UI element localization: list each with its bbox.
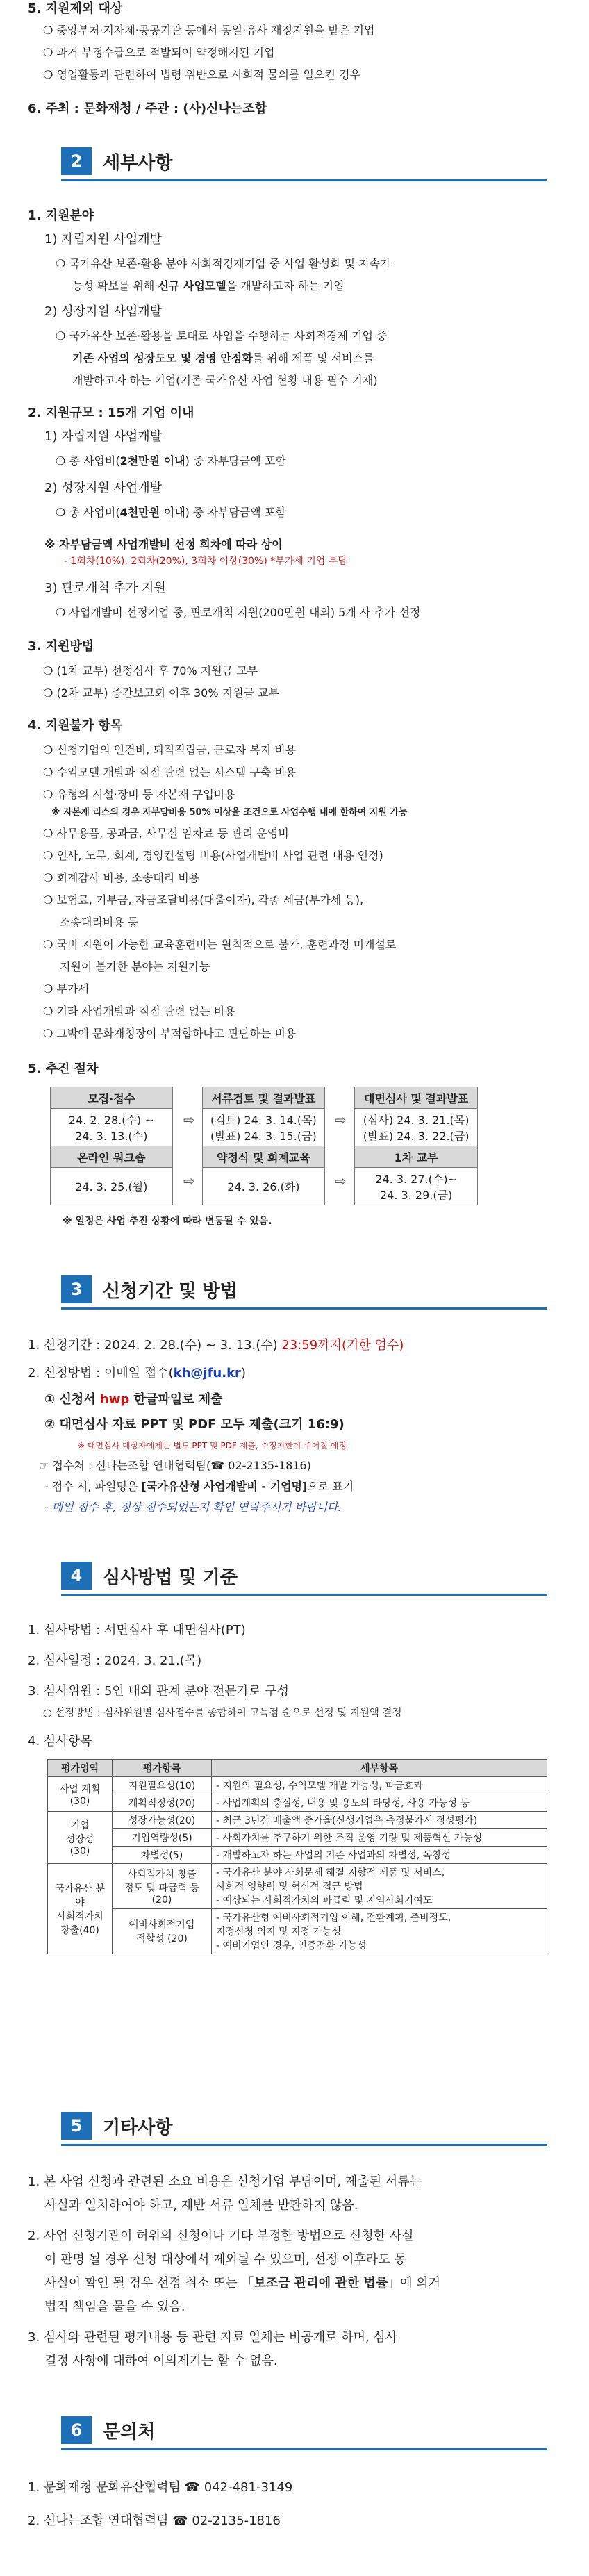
- note: ※ 자본재 리스의 경우 자부담비용 50% 이상을 조건으로 사업수행 내에 한하여 지원 가능: [51, 807, 408, 818]
- table-row: 예비사회적기업 적합성 (20) - 국가유산형 예비사회적기업 이해, 전환계획, 준비정도, 지정신청 의지 및 지정 가능성 - 예비기업인 경우, 인증전환 가능성: [48, 1909, 547, 1954]
- filename-rule: - 접수 시, 파일명은 [국가유산형 사업개발비 - 기업명]으로 표기: [44, 1480, 354, 1493]
- list-item: ❍ 보험료, 기부금, 자금조달비용(대출이자), 각종 세금(부가세 등),: [43, 893, 364, 907]
- note-sub: - 1회차(10%), 2회차(20%), 3회차 이상(30%) *부가세 기업 부담: [64, 556, 347, 567]
- list-item: ❍ 사업개발비 선정기업 중, 판로개척 지원(200만원 내외) 5개 사 추가 선정: [56, 606, 421, 619]
- subheading: 1) 자립지원 사업개발: [44, 232, 163, 247]
- list-item: ❍ 신청기업의 인건비, 퇴직적립금, 근로자 복지 비용: [43, 743, 297, 757]
- evaluation-table: [47, 1759, 547, 1954]
- apply-period: 1. 신청기간 : 2024. 2. 28.(수) ~ 3. 13.(수) 23:59까지(기한 엄수): [28, 1338, 404, 1353]
- section-number: 6: [61, 2416, 92, 2444]
- list-item: ❍ 중앙부처·지자체·공공기관 등에서 동일·유사 재정지원을 받은 기업: [43, 24, 375, 37]
- list-item-cont: 능성 확보를 위해 신규 사업모델을 개발하고자 하는 기업: [72, 279, 345, 292]
- arrow-right-icon: ⇨: [335, 1173, 347, 1189]
- table-row: 계획적정성(20) - 사업계획의 충실성, 내용 및 용도의 타당성, 사용 가능성 등: [48, 1794, 547, 1812]
- paragraph-line: 결정 사항에 대하여 이의제기는 할 수 없음.: [44, 2354, 278, 2368]
- selection-method: ○ 선정방법 : 심사위원별 심사점수를 종합하여 고득점 순으로 선정 및 지원액 결정: [43, 1708, 402, 1719]
- table-header: 평가영역: [48, 1760, 113, 1777]
- heading: 5. 추진 절차: [28, 1062, 99, 1076]
- list-item: ❍ 영업활동과 관련하여 법령 위반으로 사회적 물의를 일으킨 경우: [43, 68, 360, 81]
- heading: 4. 지원불가 항목: [28, 718, 123, 733]
- paragraph-line: 사실이 확인 될 경우 선정 취소 또는 「보조금 관리에 관한 법률」에 의거: [44, 2276, 441, 2290]
- heading-host: 6. 주최 : 문화재청 / 주관 : (사)신나는조합: [28, 101, 267, 116]
- section-divider: [61, 1594, 547, 1596]
- note: ※ 일정은 사업 추진 상황에 따라 변동될 수 있음.: [63, 1216, 272, 1227]
- section-number: 3: [61, 1275, 92, 1303]
- list-item: ❍ 국가유산 보존·활용을 토대로 사업을 수행하는 사회적경제 기업 중: [56, 329, 388, 342]
- paragraph-line: 법적 책임을 물을 수 있음.: [44, 2300, 185, 2314]
- note: ※ 자부담금액 사업개발비 선정 회차에 따라 상이: [44, 538, 283, 551]
- section-divider: [61, 2144, 547, 2146]
- section-title: 세부사항: [103, 153, 173, 174]
- list-item: ❍ 총 사업비(4천만원 이내) 중 자부담금액 포함: [56, 506, 286, 519]
- paragraph-line: 3. 심사와 관련된 평가내용 등 관련 자료 일체는 비공개로 하며, 심사: [28, 2330, 398, 2345]
- section-divider: [61, 2448, 547, 2450]
- list-item: ❍ 국가유산 보존·활용 분야 사회적경제기업 중 사업 활성화 및 지속가: [56, 257, 391, 270]
- paragraph-line: 1. 본 사업 신청과 관련된 소요 비용은 신청기업 부담이며, 제출된 서류는: [28, 2174, 422, 2189]
- confirm-note: - 메일 접수 후, 정상 접수되었는지 확인 연락주시기 바랍니다.: [44, 1501, 342, 1514]
- heading-excluded: 5. 지원제외 대상: [28, 1, 123, 16]
- table-row: 기업 성장성 (30) 성장가능성(20) - 최근 3년간 매출액 증가율(신생기업은 측정불가시 정성평가): [48, 1812, 547, 1829]
- table-header: 세부항목: [212, 1760, 547, 1777]
- table-row: 국가유산 분야 사회적가치 창출(40) 사회적가치 창출 정도 및 파급력 등 (20) - 국가유산 분야 사회문제 해결 지향적 제품 및 서비스, 사회적 영향력 및 혁신적 접근 방법 - 예상되는 사회적가치의 파급력 및 지역사회기여도: [48, 1864, 547, 1909]
- list-item: ❍ 부가세: [43, 982, 89, 996]
- process-step: 온라인 워크숍: [51, 1146, 173, 1168]
- list-item: ❍ 회계감사 비용, 소송대리 비용: [43, 871, 200, 884]
- list-item-cont: 기존 사업의 성장도모 및 경영 안정화를 위해 제품 및 서비스를: [72, 352, 374, 365]
- contact-line: ☞ 접수처 : 신나는조합 연대협력팀(☎ 02-2135-1816): [39, 1459, 311, 1472]
- table-row: 사업 계획 (30) 지원필요성(10) - 지원의 필요성, 수익모델 개발 가능성, 파급효과: [48, 1777, 547, 1794]
- heading: 2. 지원규모 : 15개 기업 이내: [28, 406, 194, 420]
- table-header: 평가항목: [113, 1760, 212, 1777]
- arrow-right-icon: ⇨: [183, 1173, 195, 1189]
- table-row: 기업역량성(5) - 사회가치를 추구하기 위한 조직 운영 기량 및 제품혁신 가능성: [48, 1829, 547, 1847]
- list-item: ❍ 국비 지원이 가능한 교육훈련비는 원칙적으로 불가, 훈련과정 미개설로: [43, 938, 397, 951]
- paragraph-line: 2. 사업 신청기관이 허위의 신청이나 기타 부정한 방법으로 신청한 사실: [28, 2229, 414, 2243]
- process-date: 24. 3. 27.(수)~ 24. 3. 29.(금): [355, 1168, 478, 1205]
- heading: 3. 지원방법: [28, 639, 94, 654]
- paragraph-line: 이 판명 될 경우 신청 대상에서 제외될 수 있으며, 선정 이후라도 동: [44, 2252, 406, 2267]
- section-number: 2: [61, 147, 92, 175]
- subheading: 2) 성장지원 사업개발: [44, 481, 163, 495]
- process-table: [50, 1087, 478, 1205]
- section-number: 4: [61, 1562, 92, 1590]
- process-date: 24. 3. 25.(월): [51, 1168, 173, 1205]
- table-row: 차별성(5) - 개발하고자 하는 사업의 기존 사업과의 차별성, 독창성: [48, 1847, 547, 1864]
- process-step: 대면심사 및 결과발표: [355, 1087, 478, 1109]
- process-step: 1차 교부: [355, 1146, 478, 1168]
- process-step: 서류검토 및 결과발표: [203, 1087, 325, 1109]
- list-item: ❍ 유형의 시설·장비 등 자본재 구입비용: [43, 788, 235, 801]
- section-title: 심사방법 및 기준: [103, 1567, 238, 1588]
- section-divider: [61, 179, 547, 181]
- list-item: ❍ 총 사업비(2천만원 이내) 중 자부담금액 포함: [56, 454, 286, 468]
- list-item: ❍ 기타 사업개발과 직접 관련 없는 비용: [43, 1005, 235, 1018]
- process-date: 24. 2. 28.(수) ~ 24. 3. 13.(수): [51, 1109, 173, 1146]
- process-date: (심사) 24. 3. 21.(목) (발표) 24. 3. 22.(금): [355, 1109, 478, 1146]
- submit-item: ② 대면심사 자료 PPT 및 PDF 모두 제출(크기 16:9): [44, 1417, 345, 1432]
- review-method: 1. 심사방법 : 서면심사 후 대면심사(PT): [28, 1623, 246, 1637]
- contact-item: 1. 문화재청 문화유산협력팀 ☎ 042-481-3149: [28, 2480, 293, 2495]
- section-title: 문의처: [103, 2422, 156, 2443]
- submit-item: ① 신청서 hwp 한글파일로 제출: [44, 1392, 223, 1407]
- process-date: 24. 3. 26.(화): [203, 1168, 325, 1205]
- apply-method: 2. 신청방법 : 이메일 접수(kh@jfu.kr): [28, 1366, 246, 1380]
- review-panel: 3. 심사위원 : 5인 내외 관계 분야 전문가로 구성: [28, 1684, 290, 1699]
- section-title: 기타사항: [103, 2117, 173, 2138]
- process-step: 모집·접수: [51, 1087, 173, 1109]
- list-item: ❍ 수익모델 개발과 직접 관련 없는 시스템 구축 비용: [43, 766, 297, 779]
- process-date: (검토) 24. 3. 14.(목) (발표) 24. 3. 15.(금): [203, 1109, 325, 1146]
- arrow-right-icon: ⇨: [183, 1112, 195, 1128]
- heading: 1. 지원분야: [28, 208, 94, 223]
- review-date: 2. 심사일정 : 2024. 3. 21.(목): [28, 1653, 202, 1668]
- list-item: ❍ 그밖에 문화재청장이 부적합하다고 판단하는 비용: [43, 1027, 297, 1040]
- list-item-cont: 지원이 불가한 분야는 지원가능: [60, 960, 210, 973]
- list-item: ❍ 과거 부정수급으로 적발되어 약정해지된 기업: [43, 46, 275, 59]
- list-item: ❍ 인사, 노무, 회계, 경영컨설팅 비용(사업개발비 사업 관련 내용 인정): [43, 849, 383, 862]
- section-title: 신청기간 및 방법: [103, 1281, 238, 1302]
- review-items-heading: 4. 심사항목: [28, 1734, 92, 1749]
- process-step: 약정식 및 회계교육: [203, 1146, 325, 1168]
- subheading: 1) 자립지원 사업개발: [44, 429, 163, 444]
- list-item: ❍ (1차 교부) 선정심사 후 70% 지원금 교부: [43, 664, 258, 677]
- subheading: 2) 성장지원 사업개발: [44, 304, 163, 319]
- list-item: ❍ 사무용품, 공과금, 사무실 임차료 등 관리 운영비: [43, 827, 289, 840]
- list-item-cont: 소송대리비용 등: [60, 916, 139, 929]
- section-number: 5: [61, 2112, 92, 2140]
- list-item-cont: 개발하고자 하는 기업(기존 국가유산 사업 현황 내용 필수 기재): [72, 374, 378, 387]
- arrow-right-icon: ⇨: [335, 1112, 347, 1128]
- paragraph-line: 사실과 일치하여야 하고, 제반 서류 일체를 반환하지 않음.: [44, 2198, 358, 2213]
- note: ※ 대면심사 대상자에게는 별도 PPT 및 PDF 제출, 수정기한이 주어질 예정: [78, 1441, 347, 1451]
- section-divider: [61, 1307, 547, 1310]
- contact-item: 2. 신나는조합 연대협력팀 ☎ 02-2135-1816: [28, 2513, 281, 2528]
- list-item: ❍ (2차 교부) 중간보고회 이후 30% 지원금 교부: [43, 686, 280, 700]
- subheading: 3) 판로개척 추가 지원: [44, 581, 166, 595]
